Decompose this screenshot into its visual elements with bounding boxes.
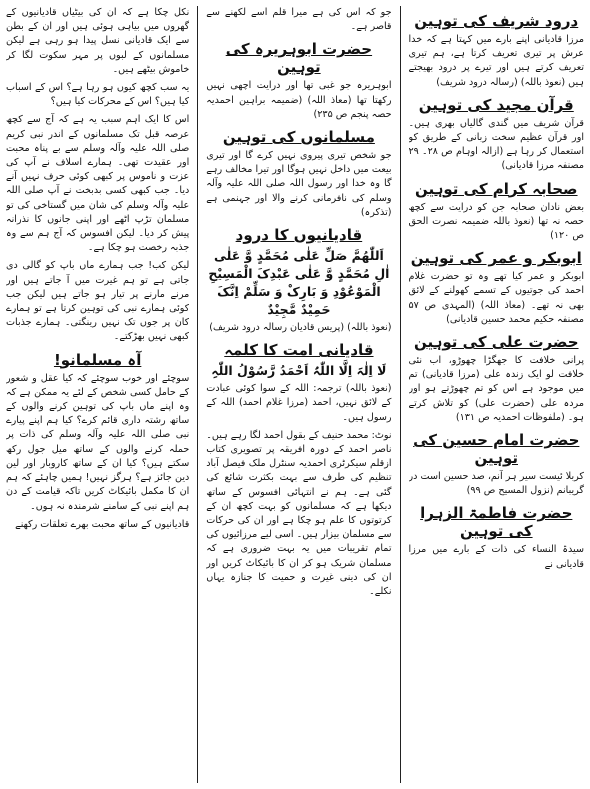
section-heading: حضرت علی کی توہین — [413, 333, 579, 352]
paragraph: کربلا ئیست سیر ہر آنم، صد حسین است در گریبانم (نزول المسیح ص ۹۹) — [408, 471, 584, 497]
arabic-text: لَا اِلٰہَ اِلَّا اللّٰہُ اَحْمَدُ رَّسُوْلُ اللّٰہِ — [211, 363, 387, 379]
section-heading: قادیانیوں کا درود — [235, 226, 363, 245]
paragraph: نوٹ: محمد حنیف کے بقول احمد لگا رہے ہیں۔ ناصر احمد کے دورہ افریقہ پر تصویری کتاب ازقلم سیکرٹری احمدیہ سنٹرل ملک فیصل آباد تنظیم کی طرف سے بہت بکثرت شائع کی گئی ہے۔ ہم نے انتہائی افسوس کے ساتھ دیکھا ہے کہ مسلمانوں کو بہت کچھ ان کے کرتوتوں کا علم ہو چکا ہے اور ان کی حرکات سے مسلمان بیزار ہیں۔ اسی لیے مرزائیوں کی تمام تقریبات میں یہ بہت ضروری ہے کہ مسلمان شریک ہو کر ان کا بائیکاٹ کریں اور ان کی دینی غیرت و حمیت کا جنازہ یہاں نکلے۔ — [206, 429, 392, 598]
paragraph: (نعوذ باللہ) (پریس قادیان رسالہ درود شریف) — [209, 322, 392, 334]
section-heading: حضرت ابوہریرہ کی توہین — [225, 40, 373, 77]
middle-column — [206, 6, 391, 783]
paragraph: سیدۃ النساء کی ذات کے بارے میں مرزا قادیانی نے — [408, 544, 584, 570]
section-heading: مسلمانوں کی توہین — [222, 128, 375, 147]
paragraph: پرانی خلافت کا جھگڑا چھوڑو، اب نئی خلافت لو ایک زندہ علی (مرزا قادیانی) تم میں موجود ہے اس کو تم چھوڑتے ہو اور مردہ علی (حضرت علی) کو تلاش کرتے ہو۔ (ملفوظات احمدیہ ص ۱۳۱) — [408, 355, 584, 423]
paragraph: لیکن کب! جب ہمارے ماں باپ کو گالی دی جاتی ہے تو ہم غیرت میں آ جاتے ہیں اور مرنے مارنے پر تیار ہو جاتے ہیں لیکن جب کوئی ہمارے نبی کی توہین کرتا ہے تو ہمارے کان پر جوں تک نہیں رینگتی۔ ہمارے جذبات کبھی نہیں بھڑکتے۔ — [6, 260, 190, 343]
paragraph: قادیانیوں کے ساتھ محبت بھرے تعلقات رکھنے — [15, 518, 190, 530]
section-heading: ابوبکر و عمر کی توہین — [410, 249, 582, 268]
section-heading: درود شریف کی توہین — [414, 12, 579, 30]
section-heading: حضرت فاطمۃ الزہرا کی توہین — [420, 504, 573, 541]
paragraph: ابوبکر و عمر کیا تھے وہ تو حضرت غلام احمد کی جوتیوں کے تسمے کھولنے کے لائق بھی نہ تھے۔ (معاذ اللہ) (المہدی ص ۵۷ مصنفہ حکیم محمد حسین قادیانی) — [408, 271, 584, 325]
right-column — [409, 6, 584, 783]
column-divider — [400, 6, 401, 783]
paragraph: (نعوذ باللہ) ترجمہ: اللہ کے سوا کوئی عبادت کے لائق نہیں، احمد (مرزا غلام احمد) اللہ کے رسول ہیں۔ — [206, 383, 392, 423]
section-heading: قادیانی امت کا کلمہ — [224, 341, 374, 360]
section-heading: حضرت امام حسین کی توہین — [413, 431, 580, 468]
paragraph: جو کہ اس کی ہے میرا قلم اسے لکھنے سے قاصر ہے۔ — [206, 7, 392, 33]
paragraph: یہ سب کچھ کیوں ہو رہا ہے؟ اس کے اسباب کیا ہیں؟ اس کے محرکات کیا ہیں؟ — [6, 82, 190, 108]
paragraph: ابوہریرہ جو غبی تھا اور درایت اچھی نہیں رکھتا تھا (معاذ اللہ) (ضمیمہ براہین احمدیہ حصہ پنجم ص ۲۳۵) — [206, 80, 392, 120]
left-column — [6, 6, 189, 783]
paragraph: جو شخص تیری پیروی نہیں کرے گا اور تیری بیعت میں داخل نہیں ہوگا اور تیرا مخالف رہے گا وہ خدا اور رسول اللہ صلی اللہ علیہ وآلہ وسلم کی نافرمانی کرنے والا اور جہنمی ہے (تذکرہ) — [206, 150, 392, 218]
paragraph: نکل چکا ہے کہ ان کی بیٹیاں قادیانیوں کے گھروں میں بیاہی ہوئی ہیں اور ان کے بطن سے ایک قادیانی نسل پیدا ہو رہی ہے لیکن مسلمانوں کے لبوں پر مہر سکوت لگا کر خاموش بیٹھے ہیں۔ — [6, 7, 190, 75]
column-divider — [197, 6, 198, 783]
paragraph: بعض نادان صحابہ جن کو درایت سے کچھ حصہ نہ تھا (نعوذ باللہ ضمیمہ نصرت الحق ص ۱۲۰) — [408, 201, 584, 242]
paragraph: سوچئے اور خوب سوچئے کہ کیا عقل و شعور کے حامل کسی شخص کے لئے یہ ممکن ہے کہ وہ اپنے ماں باپ کی توہین کرنے والوں کے ساتھ رشتہ داری قائم کرے؟ کیا ہم اپنے پیارے نبی صلی اللہ علیہ وآلہ وسلم کی ذات پر حملہ کرنے والوں کے ساتھ میل جول رکھ سکتے ہیں؟ کیا ان کے ساتھ کاروبار اور لین دین جائز ہے؟ ہرگز نہیں! ہمیں چاہئے کہ ہم ان کا مکمل بائیکاٹ کریں تاکہ قیامت کے دن ہم اپنے نبی کے سامنے شرمندہ نہ ہوں۔ — [6, 372, 190, 512]
section-heading: آہ مسلمانو! — [53, 350, 142, 369]
paragraph: مرزا قادیانی اپنے بارے میں کہتا ہے کہ خدا عرش پر تیری تعریف کرتا ہے، ہم تیری تعریف کرتے ہیں اور تیرے پر درود بھیجتے ہیں (نعوذ باللہ) (رسالہ درود شریف) — [408, 34, 584, 88]
section-heading: صحابہ کرام کی توہین — [414, 179, 578, 198]
paragraph: قرآن شریف میں گندی گالیاں بھری ہیں۔ اور قرآن عظیم سخت زبانی کے طریق کو استعمال کر رہا ہے (ازالہ اوہام ص ۲۸۔ ۲۹ مصنفہ مرزا قادیانی) — [408, 117, 584, 172]
arabic-text: اَللّٰھُمَّ صَلِّ عَلٰی مُحَمَّدٍ وَّ عَلٰی اٰلِ مُحَمَّدٍ وَّ عَلٰی عَبْدِکَ الْمَسِیْحِ الْمَوْعُوْدِ وَ بَارِکْ وَ سَلِّمْ اِنَّکَ حَمِیْدٌ مَّجِیْدٌ — [208, 248, 390, 318]
section-heading: قرآن مجید کی توہین — [418, 95, 574, 114]
paragraph: اس کا ایک اہم سبب یہ ہے کہ آج سے کچھ عرصہ قبل تک مسلمانوں کے اندر نبی کریم صلی اللہ علیہ وآلہ وسلم سے بے پناہ محبت اور عقیدت تھی۔ ہمارے اسلاف نے آپ کی عزت و ناموس پر کبھی کوئی حرف نہیں آنے دیا۔ جب کبھی کسی بدبخت نے آپ صلی اللہ علیہ وآلہ وسلم کی شان میں گستاخی کی تو مسلمان تڑپ اٹھے اور اپنی جانوں کا نذرانہ پیش کر دیا۔ لیکن افسوس کہ آج ہم سے وہ جذبہ رخصت ہو چکا ہے۔ — [6, 114, 190, 254]
